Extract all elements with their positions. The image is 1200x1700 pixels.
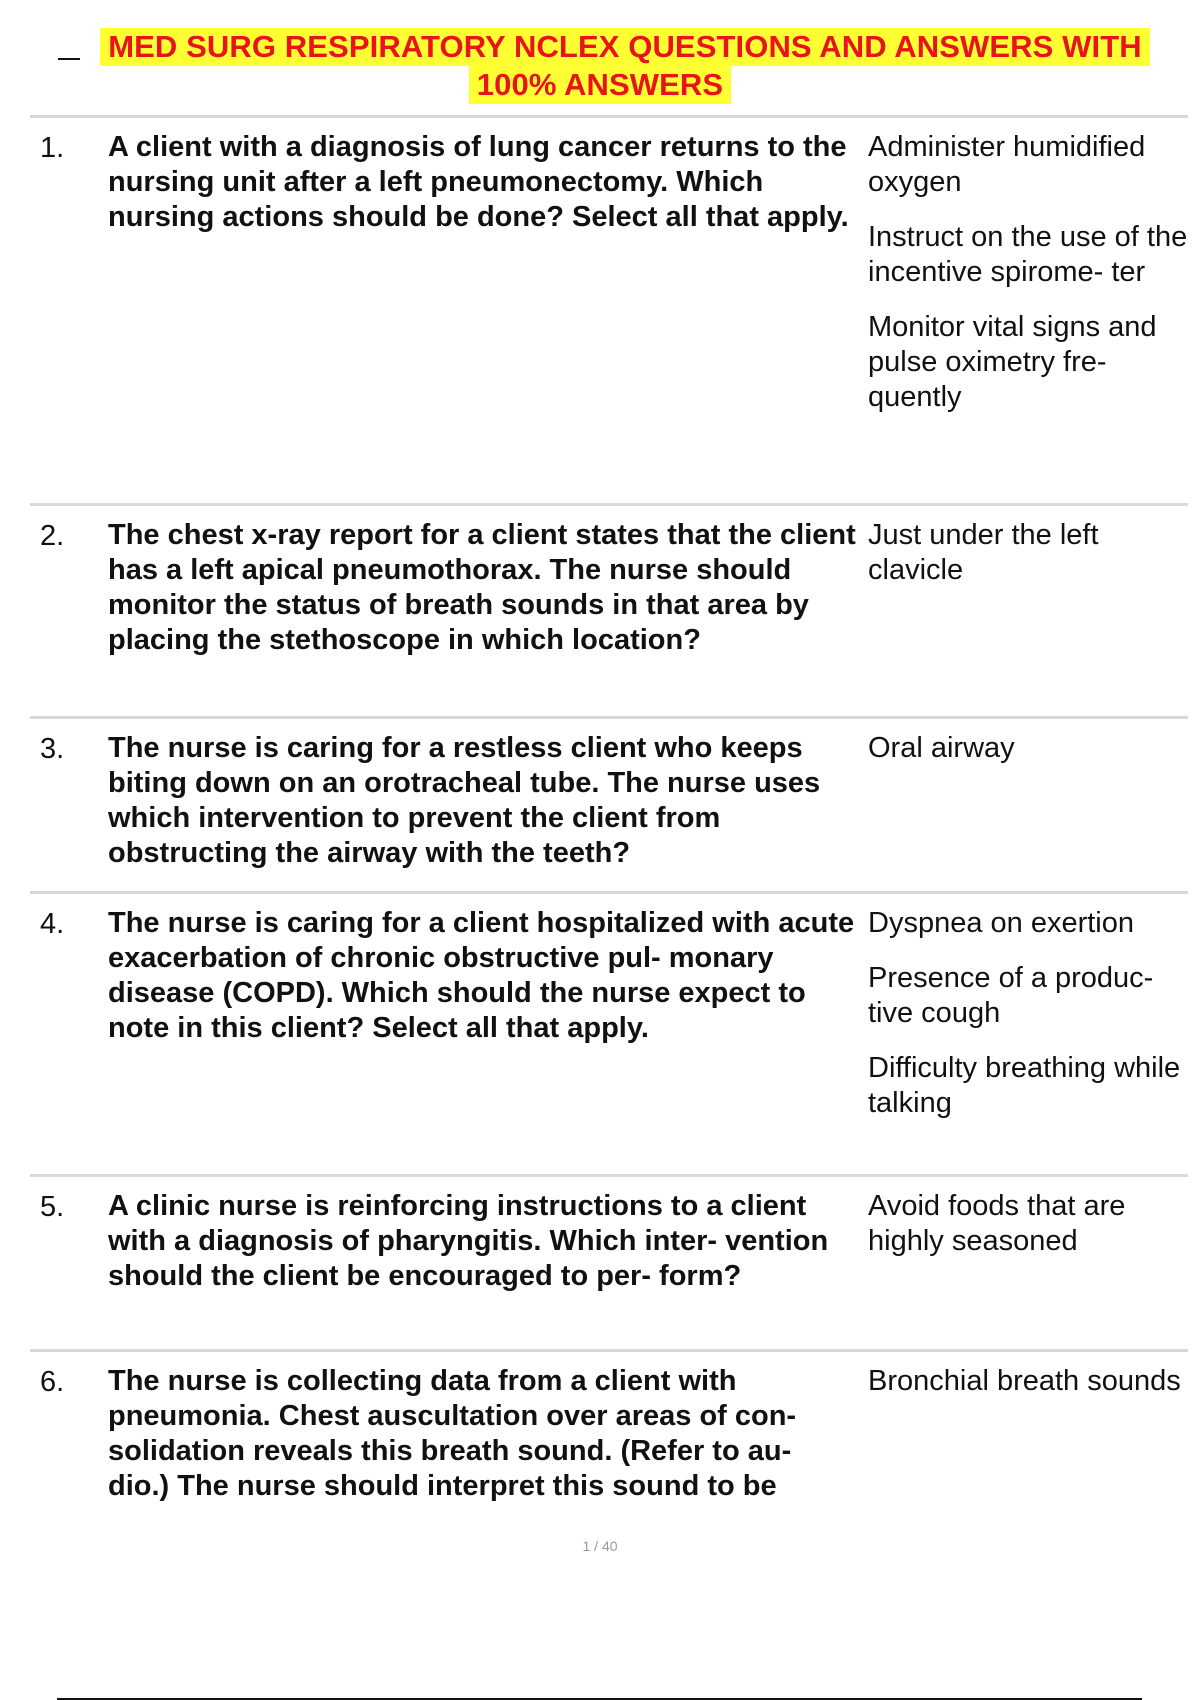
qa-row-4 (30, 891, 1188, 1174)
answer-column (868, 118, 1188, 415)
answer-item: Difficulty breathing while talking (868, 1052, 1181, 1119)
question-text: The nurse is caring for a restless client who keeps biting down on an orotracheal tube. The nurse uses which intervention to prevent the client from obstructing the airway with the teeth? (108, 732, 821, 869)
question-text: A client with a diagnosis of lung cancer returns to the nursing unit after a left pneumonectomy. Which nursing actions should be done? Select all that apply. (108, 131, 849, 233)
answer-column (868, 1352, 1188, 1399)
question-number: 5. (40, 1191, 65, 1223)
answer-item: Just under the left clavicle (868, 519, 1099, 586)
title-line-2: 100% ANSWERS (469, 66, 731, 104)
answer-item: Avoid foods that are highly seasoned (868, 1190, 1126, 1257)
qa-row-1 (30, 115, 1188, 503)
question-text: The nurse is caring for a client hospitalized with acute exacerbation of chronic obstructive pul- monary disease (COPD). Which should the nurse expect to note in this client? Select all that apply. (108, 907, 855, 1044)
qa-row-6 (30, 1349, 1188, 1517)
qa-table (30, 115, 1188, 1517)
question-text: The chest x-ray report for a client states that the client has a left apical pneumothorax. The nurse should monitor the status of breath sounds in that area by placing the stethoscope in which location? (108, 519, 856, 656)
document-title (0, 28, 1200, 104)
answer-item: Dyspnea on exertion (868, 907, 1134, 939)
answer-item: Presence of a produc- tive cough (868, 962, 1154, 1029)
qa-row-2 (30, 503, 1188, 716)
answer-item: Monitor vital signs and pulse oximetry fre- quently (868, 311, 1157, 413)
page-indicator: 1 / 40 (582, 1538, 618, 1554)
qa-row-3 (30, 716, 1188, 891)
answer-column (868, 506, 1188, 588)
answer-column (868, 894, 1188, 1121)
answer-column (868, 719, 1188, 766)
qa-row-5 (30, 1174, 1188, 1349)
answer-column (868, 1177, 1188, 1259)
answer-item: Instruct on the use of the incentive spirome- ter (868, 221, 1188, 288)
question-number: 2. (40, 520, 65, 552)
question-number: 1. (40, 132, 65, 164)
question-number: 3. (40, 733, 65, 765)
answer-item: Oral airway (868, 732, 1015, 764)
answer-item: Bronchial breath sounds (868, 1365, 1181, 1397)
question-number: 4. (40, 908, 65, 940)
question-number: 6. (40, 1366, 65, 1398)
question-text: The nurse is collecting data from a client with pneumonia. Chest auscultation over areas of con- solidation reveals this breath sound. (Refer to au- dio.) The nurse should interpret this sound to be (108, 1365, 797, 1502)
title-line-1: MED SURG RESPIRATORY NCLEX QUESTIONS AND ANSWERS WITH (100, 28, 1150, 66)
answer-item: Administer humidified oxygen (868, 131, 1146, 198)
question-text: A clinic nurse is reinforcing instructions to a client with a diagnosis of pharyngitis. Which inter- vention should the client be encouraged to per- form? (108, 1190, 829, 1292)
